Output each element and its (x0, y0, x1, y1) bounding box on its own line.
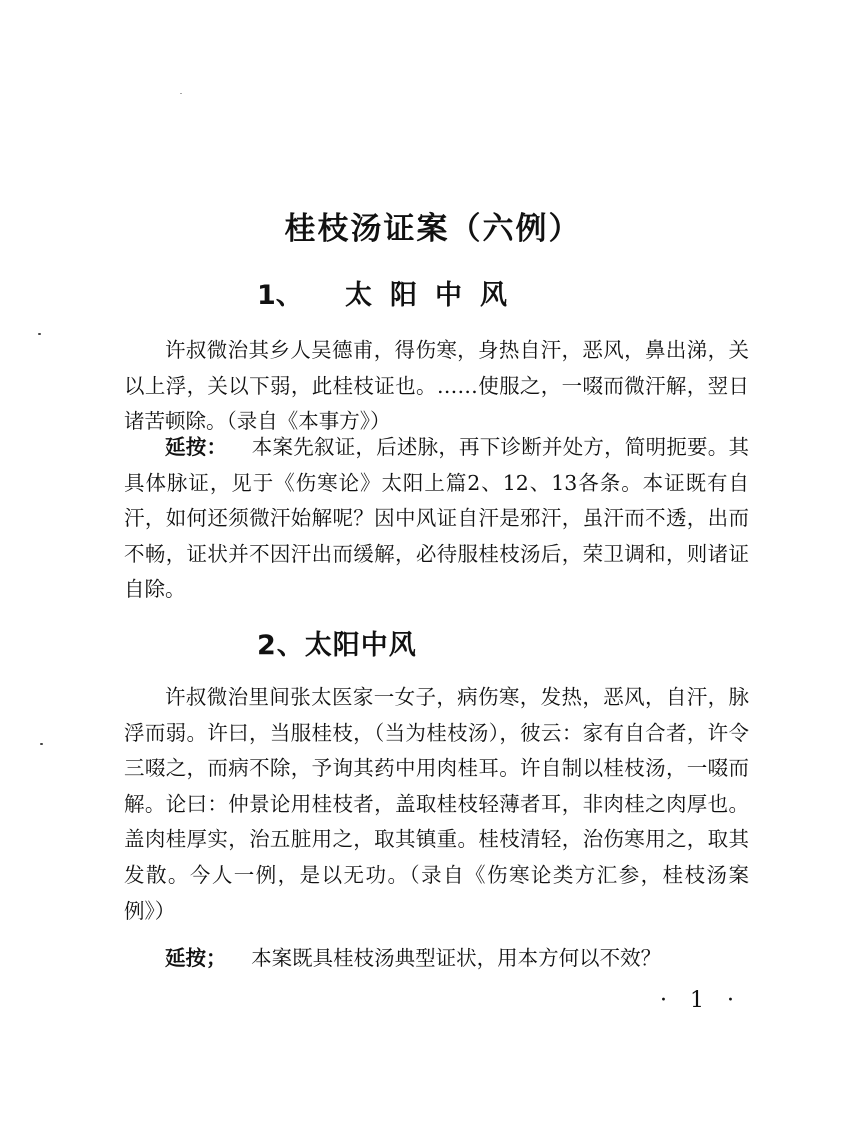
section-1-case-text: 许叔微治其乡人吴德甫，得伤寒，身热自汗，恶风，鼻出涕，关以上浮，关以下弱，此桂枝证也。……使服之，一啜而微汗解，翌日诸苦顿除。（录自《本事方》） (124, 338, 749, 434)
scan-speck (180, 93, 182, 94)
section-1-heading-text: 太阳中风 (345, 280, 525, 311)
scan-speck (40, 743, 43, 745)
page-title: 桂枝汤证案（六例） (284, 211, 582, 247)
section-2-note-label: 延按； (165, 946, 227, 970)
section-2-heading: 2、太阳中风 (257, 630, 417, 661)
section-1-heading (257, 273, 525, 312)
scan-speck (38, 333, 41, 335)
section-2-note-text: 本案既具桂枝汤典型证状，用本方何以不效？ (251, 946, 662, 970)
section-2-case-text: 许叔微治里间张太医家一女子，病伤寒，发热，恶风，自汗，脉浮而弱。许曰，当服桂枝，（当为桂枝汤），彼云：家有自合者，许令三啜之，而病不除，予询其药中用肉桂耳。许自制以桂枝汤，一啜而解。论曰：仲景论用桂枝者，盖取桂枝轻薄者耳，非肉桂之肉厚也。盖肉桂厚实，治五脏用之，取其镇重。桂枝清轻，治伤寒用之，取其发散。今人一例，是以无功。（录自《伤寒论类方汇参，桂枝汤案例》） (124, 685, 749, 923)
section-1-note-label: 延按： (165, 435, 228, 459)
section-1-note (124, 430, 749, 608)
section-1-number: 1、 (257, 280, 303, 311)
page-number: · 1 · (660, 988, 742, 1013)
section-1-note-text: 本案先叙证，后述脉，再下诊断并处方，简明扼要。其具体脉证，见于《伤寒论》太阳上篇2、12、13各条。本证既有自汗，如何还须微汗始解呢？因中风证自汗是邪汗，虽汗而不透，出而不畅，证状并不因汗出而缓解，必待服桂枝汤后，荣卫调和，则诸证自除。 (124, 435, 750, 602)
section-2-note (124, 941, 749, 977)
